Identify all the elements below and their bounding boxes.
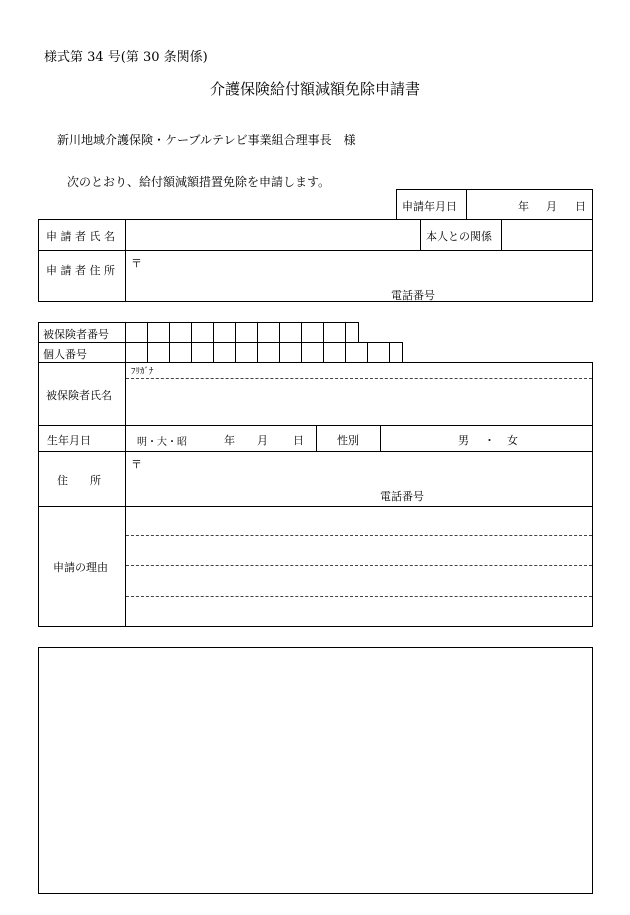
personal-number-cells[interactable] (125, 342, 390, 363)
page-title: 介護保険給付額減額免除申請書 (209, 80, 420, 98)
personal-number-digit-cell[interactable] (280, 342, 302, 363)
application-date-label: 申請年月日 (402, 200, 457, 213)
personal-number-digit-cell[interactable] (192, 342, 214, 363)
applicant-phone-label: 電話番号 (391, 289, 435, 302)
applicant-name-label: 申 請 者 氏 名 (46, 230, 115, 243)
insured-address-label: 住 所 (57, 474, 101, 487)
applicant-postal-mark: 〒 (131, 257, 142, 270)
personal-number-digit-cell[interactable] (126, 342, 148, 363)
sex-female-option[interactable]: 女 (507, 434, 518, 447)
insured-number-digit-cell[interactable] (302, 322, 324, 343)
era-options[interactable]: 明・大・昭 (137, 437, 187, 448)
sex-label: 性別 (337, 434, 359, 447)
insured-name-label: 被保険者氏名 (46, 389, 112, 402)
insured-number-digit-cell[interactable] (126, 322, 148, 343)
personal-number-digit-cell[interactable] (302, 342, 324, 363)
remarks-box[interactable] (38, 647, 593, 894)
date-month-label: 月 (546, 200, 557, 213)
insured-number-digit-cell[interactable] (192, 322, 214, 343)
personal-number-digit-cell[interactable] (368, 342, 390, 363)
birth-year-label: 年 (224, 434, 235, 447)
insured-number-label: 被保険者番号 (43, 328, 109, 341)
personal-number-label: 個人番号 (43, 348, 87, 361)
applicant-name-field[interactable] (126, 220, 419, 249)
insured-number-digit-cell[interactable] (324, 322, 346, 343)
sex-male-option[interactable]: 男 (458, 434, 469, 447)
insured-number-digit-cell[interactable] (280, 322, 302, 343)
personal-number-digit-cell[interactable] (236, 342, 258, 363)
date-day-label: 日 (575, 200, 586, 213)
insured-name-field[interactable] (126, 380, 592, 424)
date-year-label: 年 (518, 200, 529, 213)
personal-number-digit-cell[interactable] (148, 342, 170, 363)
sex-separator: ・ (484, 434, 495, 447)
personal-number-digit-cell[interactable] (214, 342, 236, 363)
relation-field[interactable] (502, 220, 592, 249)
applicant-address-field[interactable] (126, 251, 592, 301)
birth-month-label: 月 (257, 434, 268, 447)
insured-address-field[interactable] (126, 452, 592, 505)
furigana-label: ﾌﾘｶﾞﾅ (131, 367, 154, 377)
reason-label: 申請の理由 (53, 561, 108, 574)
personal-number-digit-cell[interactable] (324, 342, 346, 363)
birth-label: 生年月日 (47, 434, 91, 447)
insured-number-digit-cell[interactable] (170, 322, 192, 343)
intro-text: 次のとおり、給付額減額措置免除を申請します。 (67, 175, 331, 189)
insured-number-digit-cell[interactable] (214, 322, 236, 343)
personal-number-digit-cell[interactable] (346, 342, 368, 363)
form-number: 様式第 34 号(第 30 条関係) (44, 50, 208, 65)
application-date-field[interactable] (467, 190, 592, 219)
addressee: 新川地域介護保険・ケーブルテレビ事業組合理事長 様 (57, 133, 356, 147)
relation-label: 本人との関係 (426, 230, 492, 243)
reason-field[interactable] (126, 507, 592, 626)
personal-number-digit-cell[interactable] (258, 342, 280, 363)
insured-number-cells[interactable] (125, 322, 346, 343)
insured-phone-label: 電話番号 (380, 490, 424, 503)
insured-number-digit-cell[interactable] (258, 322, 280, 343)
insured-number-digit-cell[interactable] (236, 322, 258, 343)
applicant-address-label: 申 請 者 住 所 (46, 264, 115, 277)
insured-postal-mark: 〒 (131, 458, 142, 471)
insured-number-digit-cell[interactable] (148, 322, 170, 343)
personal-number-digit-cell[interactable] (170, 342, 192, 363)
birth-day-label: 日 (293, 434, 304, 447)
